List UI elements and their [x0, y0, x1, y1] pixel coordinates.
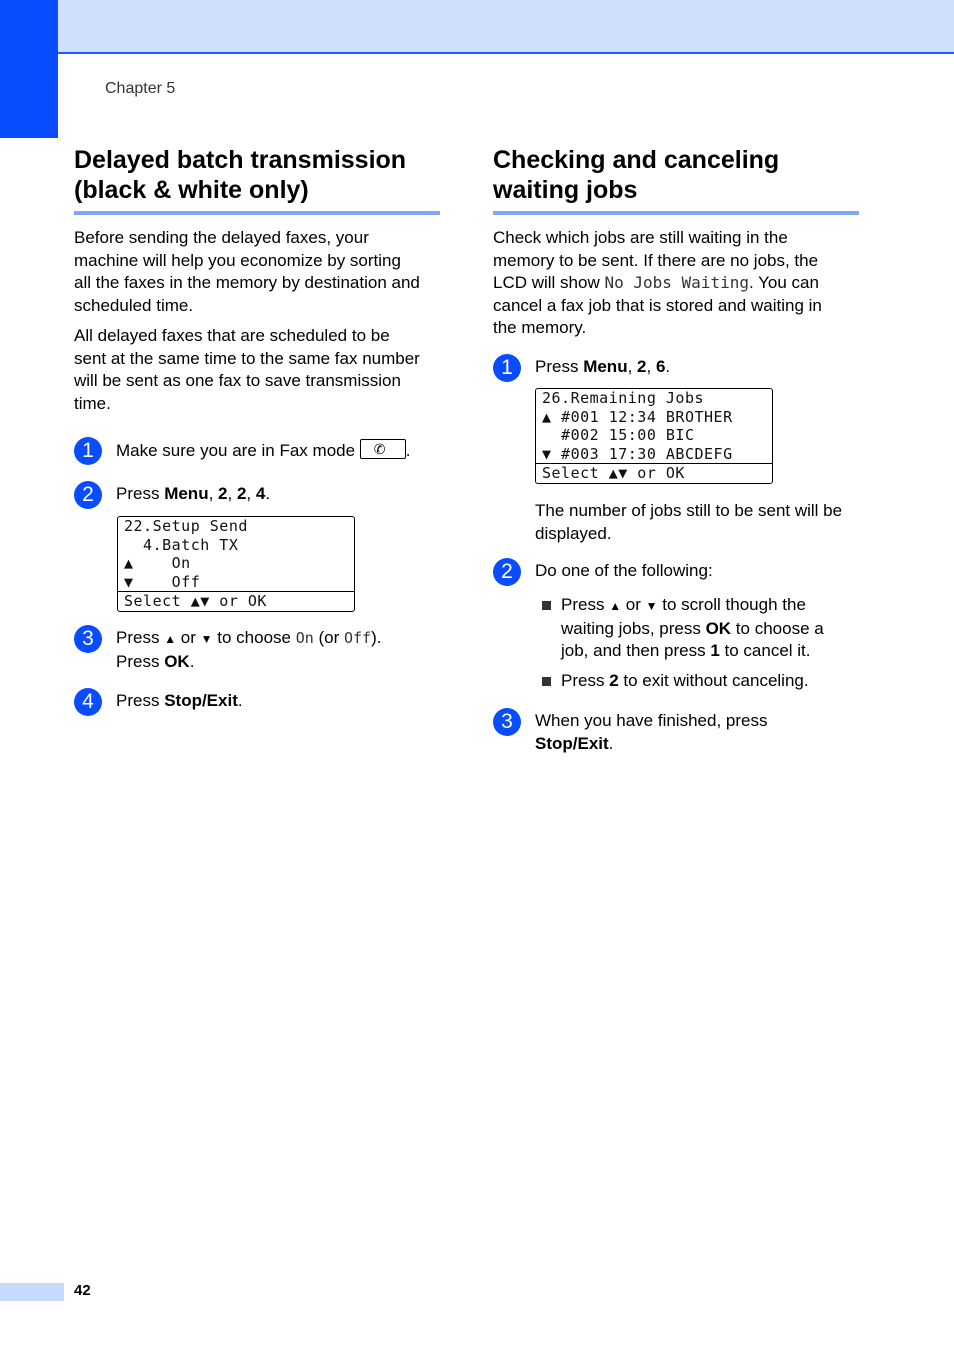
bullet-icon	[542, 601, 551, 610]
intro-paragraph: Check which jobs are still waiting in the memory to be sent. If there are no jobs, the LCD will show No Jobs Waiting. You can cancel a fax job that is stored and waiting in the memory.	[493, 228, 822, 337]
section-title: Checking and canceling waiting jobs	[493, 145, 859, 215]
section-title: Delayed batch transmission (black & white only)	[74, 145, 440, 215]
page-tab	[0, 1283, 64, 1301]
section-checking-canceling: Checking and canceling waiting jobs Check which jobs are still waiting in the memory to be sent. If there are no jobs, the LCD will show No Jobs Waiting. You can cancel a fax job that is stored and waiting in the memory. 1 Press Menu, 2, 6. 26.Remaining Jobs ▲ #001 12:34 BROTHER #002 15:00 BIC ▼ #003 17:30 ABCDEFG Select ▲▼ or OK The number of jobs still to be sent will be displayed. 2 Do one of the following: Press ▲ or ▼ to scroll though the waiting jobs, press OK to choose a job, and then press 1 to cancel it. Press 2 to exit without canceling. 3 When you have finished, press Stop/Exit.	[493, 145, 859, 215]
step-number: 4	[74, 688, 102, 716]
step-number: 3	[74, 625, 102, 653]
lcd-display: 26.Remaining Jobs ▲ #001 12:34 BROTHER #002 15:00 BIC ▼ #003 17:30 ABCDEFG Select ▲▼ or OK	[535, 388, 773, 484]
down-arrow-icon: ▼	[200, 632, 213, 646]
step-number: 1	[493, 354, 521, 382]
header-band	[0, 0, 954, 54]
section-delayed-batch: Delayed batch transmission (black & white only) Before sending the delayed faxes, your machine will help you economize by sorting all the faxes in the memory by destination and scheduled time. All delayed faxes that are scheduled to be sent at the same time to the same fax number will be sent as one fax to save transmission time. 1 Make sure you are in Fax mode ✆ . 2 Press Menu, 2, 2, 4. 22.Setup Send 4.Batch TX ▲ On ▼ Off Select ▲▼ or OK 3 Press ▲ or ▼ to choose On (or Off). Press OK. 4 Press Stop/Exit.	[74, 145, 440, 215]
bullet-icon	[542, 677, 551, 686]
intro-paragraph: Before sending the delayed faxes, your machine will help you economize by sorting all the faxes in the memory by destination and scheduled time.	[74, 228, 420, 315]
step-number: 3	[493, 708, 521, 736]
up-arrow-icon: ▲	[609, 599, 622, 613]
lcd-display: 22.Setup Send 4.Batch TX ▲ On ▼ Off Select ▲▼ or OK	[117, 516, 355, 612]
batch-paragraph: All delayed faxes that are scheduled to be sent at the same time to the same fax number will be sent as one fax to save transmission time.	[74, 326, 420, 413]
down-arrow-icon: ▼	[645, 599, 658, 613]
fax-mode-icon: ✆	[360, 439, 406, 459]
page-number: 42	[74, 1282, 91, 1299]
up-arrow-icon: ▲	[164, 632, 177, 646]
step-number: 1	[74, 437, 102, 465]
chapter-tab	[0, 0, 58, 138]
chapter-label: Chapter 5	[105, 80, 176, 97]
lcd-caption: The number of jobs still to be sent will be displayed.	[535, 501, 843, 543]
step-number: 2	[74, 481, 102, 509]
step-number: 2	[493, 558, 521, 586]
